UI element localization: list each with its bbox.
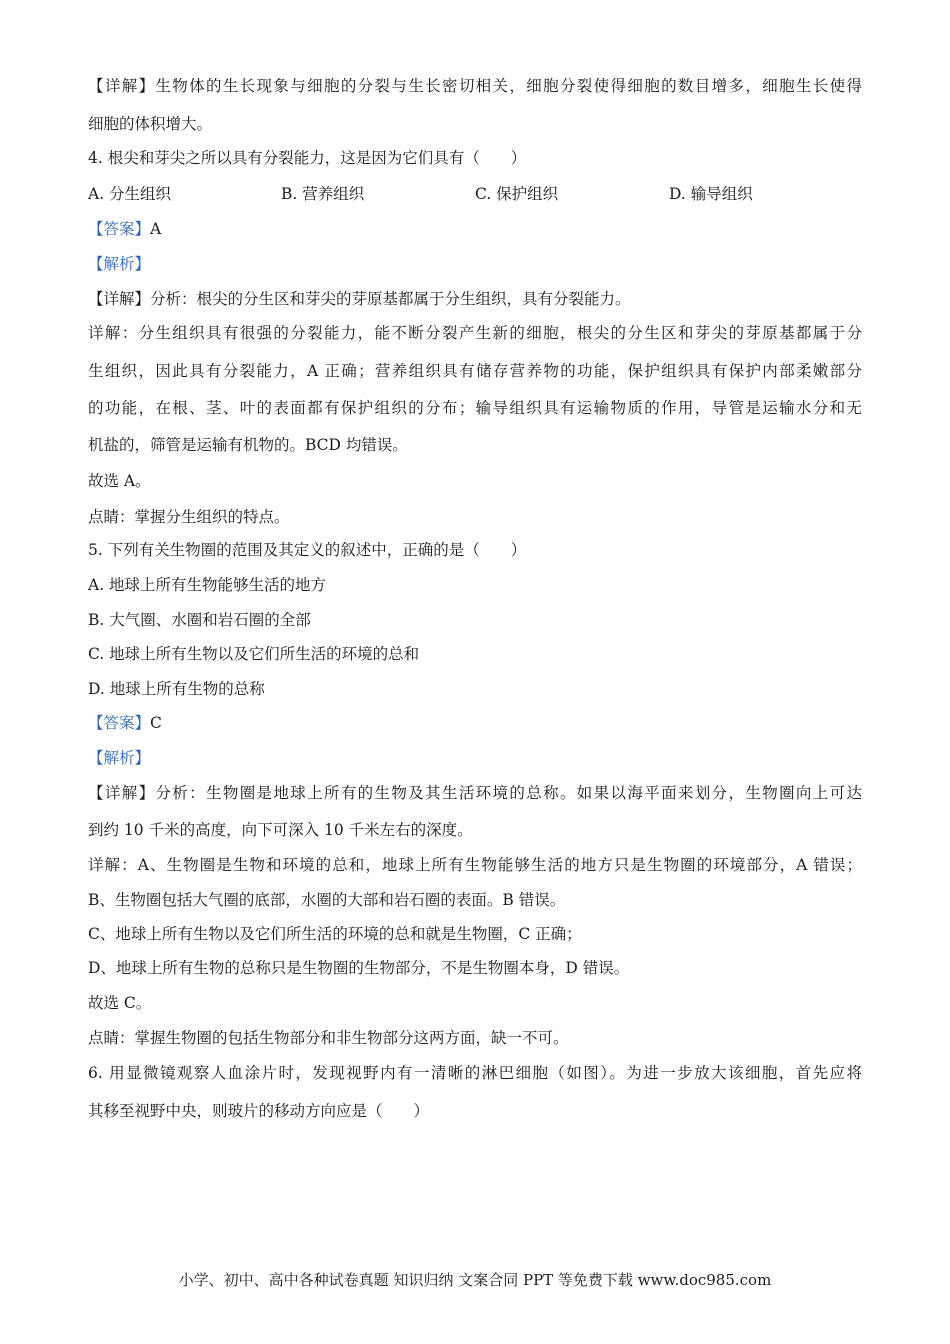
page-footer: 小学、初中、高中各种试卷真题 知识归纳 文案合同 PPT 等免费下载 www.doc985.com xyxy=(178,1271,772,1289)
q4-detail-line: 详解：分生组织具有很强的分裂能力，能不断分裂产生新的细胞，根尖的分生区和芽尖的芽原基都属于分 xyxy=(88,324,862,342)
q4-question: 4. 根尖和芽尖之所以具有分裂能力，这是因为它们具有（ ） xyxy=(88,149,527,167)
q5-detail-line: 到约 10 千米的高度，向下可深入 10 千米左右的深度。 xyxy=(88,821,473,839)
q4-tip: 点睛：掌握分生组织的特点。 xyxy=(88,508,290,526)
q4-answer-value: A xyxy=(150,220,162,238)
q5-detail-line: D、地球上所有生物的总称只是生物圈的生物部分，不是生物圈本身，D 错误。 xyxy=(88,959,630,977)
q5-detail-line: 详解：A、生物圈是生物和环境的总和，地球上所有生物能够生活的地方只是生物圈的环境部分，A 错误； xyxy=(88,856,862,874)
q5-conclusion: 故选 C。 xyxy=(88,994,152,1012)
q5-question: 5. 下列有关生物圈的范围及其定义的叙述中，正确的是（ ） xyxy=(88,541,527,559)
q5-answer-label: 【答案】 xyxy=(88,714,151,732)
q5-tip: 点睛：掌握生物圈的包括生物部分和非生物部分这两方面，缺一不可。 xyxy=(88,1029,569,1047)
q5-detail-line: C、地球上所有生物以及它们所生活的环境的总和就是生物圈，C 正确； xyxy=(88,925,582,943)
q5-detail-line: B、生物圈包括大气圈的底部，水圈的大部和岩石圈的表面。B 错误。 xyxy=(88,891,566,909)
q4-analysis-label: 【解析】 xyxy=(88,255,151,273)
q5-option-d: D. 地球上所有生物的总称 xyxy=(88,680,265,698)
q4-answer-label: 【答案】 xyxy=(88,220,151,238)
q3-detail-line-2: 细胞的体积增大。 xyxy=(88,115,213,133)
q5-option-a: A. 地球上所有生物能够生活的地方 xyxy=(88,576,327,594)
q5-option-c: C. 地球上所有生物以及它们所生活的环境的总和 xyxy=(88,645,420,663)
q4-detail-analysis: 【详解】分析：根尖的分生区和芽尖的芽原基都属于分生组织，具有分裂能力。 xyxy=(88,290,631,308)
q4-conclusion: 故选 A。 xyxy=(88,472,151,490)
q4-detail-line: 的功能，在根、茎、叶的表面都有保护组织的分布；输导组织具有运输物质的作用，导管是运输水分和无 xyxy=(88,399,862,417)
q5-detail-analysis: 【详解】分析：生物圈是地球上所有的生物及其生活环境的总称。如果以海平面来划分，生物圈向上可达 xyxy=(88,784,862,802)
q4-detail-line: 生组织，因此具有分裂能力，A 正确；营养组织具有储存营养物的功能，保护组织具有保护内部柔嫩部分 xyxy=(88,362,862,380)
q4-answer xyxy=(88,219,161,239)
q4-detail-line: 机盐的，筛管是运输有机物的。BCD 均错误。 xyxy=(88,436,408,454)
q5-answer-value: C xyxy=(150,714,162,732)
q4-option-a: A. 分生组织 xyxy=(88,185,172,203)
q4-option-d: D. 输导组织 xyxy=(669,185,753,203)
q3-detail-line-1: 【详解】生物体的生长现象与细胞的分裂与生长密切相关，细胞分裂使得细胞的数目增多，细胞生长使得 xyxy=(88,77,862,95)
q5-answer xyxy=(88,713,162,733)
q4-option-c: C. 保护组织 xyxy=(475,185,559,203)
q6-question-line-1: 6. 用显微镜观察人血涂片时，发现视野内有一清晰的淋巴细胞（如图）。为进一步放大该细胞，首先应将 xyxy=(88,1064,862,1082)
q5-option-b: B. 大气圈、水圈和岩石圈的全部 xyxy=(88,611,311,629)
q4-option-b: B. 营养组织 xyxy=(281,185,365,203)
q6-question-line-2: 其移至视野中央，则玻片的移动方向应是（ ） xyxy=(88,1102,430,1120)
q5-analysis-label: 【解析】 xyxy=(88,749,151,767)
